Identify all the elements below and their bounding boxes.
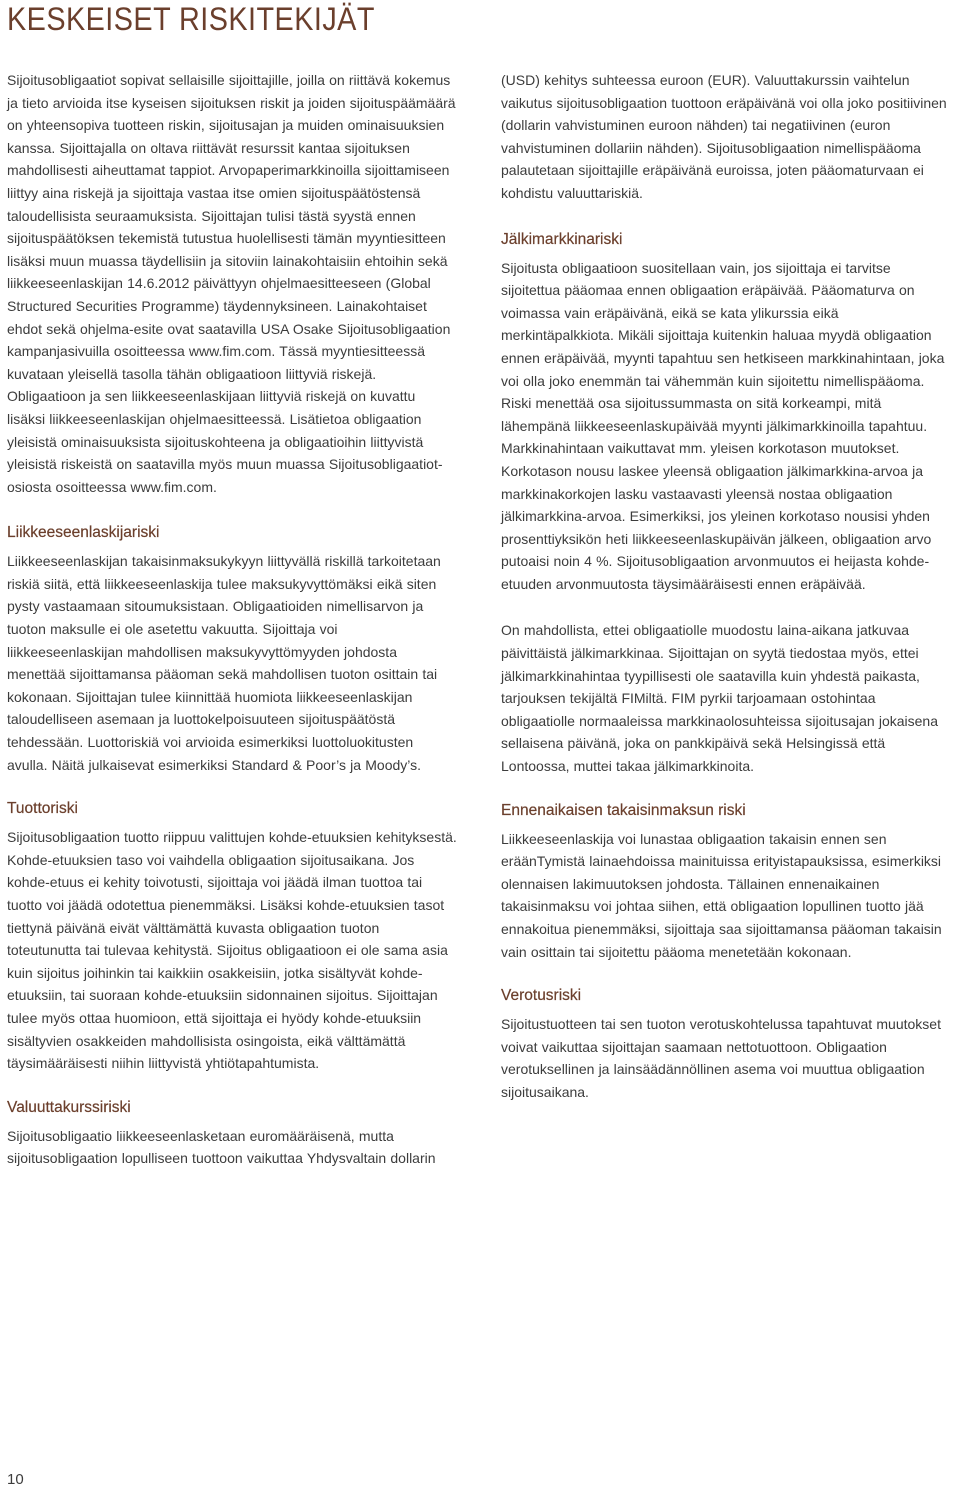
tax-risk-section bbox=[501, 985, 953, 1103]
page-number: 10 bbox=[7, 1471, 24, 1488]
secondary-market-text: Sijoitusta obligaatioon suositellaan vain, jos sijoittaja ei tarvitse sijoitettua pääomaa ennen obligaation eräpäivää. Pääomaturva on voimassa vain eräpäivänä, eikä se kata ylikurssia eikä merkintäpalkkiota. Mikäli sijoittaja kuitenkin haluaa myydä obligaation ennen eräpäivää, myynti tapahtuu sen hetkiseen markkinahintaan, joka voi olla joko enemmän tai vähemmän kuin sijoitettu nimellispääoma. Riski menettää osa sijoitussummasta on sitä korkeampi, mitä lähempänä liikkeeseenlaskupäivää myynti jälkimarkkinoilla tapahtuu. Markkinahintaan vaikuttavat mm. yleisen korkotason muutokset. Korkotason nousu laskee yleensä obligaation jälkimarkkina-arvoa ja markkinakorkojen lasku vastaavasti yleensä nostaa obligaation jälkimarkkina-arvoa. Esimerkiksi, jos yleinen korkotaso nousisi yhden prosenttiyksikön heti liikkeeseenlaskupäivän jälkeen, obligaation arvo putoaisi noin 4 %. Sijoitusobligaation arvonmuutos ei heijasta kohde-etuuden arvonmuutosta täysimääräisesti ennen eräpäivää. bbox=[501, 259, 945, 592]
early-redemption-heading: Ennenaikaisen takaisinmaksun riski bbox=[501, 801, 746, 819]
tax-risk-text: Sijoitustuotteen tai sen tuoton verotuskohtelussa tapahtuvat muutokset voivat vaikuttaa sijoittajan saamaan nettotuottoon. Obligaation verotuksellinen ja lainsäädännöllinen asema voi muuttua obligaation sijoitusaikana. bbox=[501, 1016, 941, 1100]
left-column bbox=[7, 69, 457, 1170]
issuer-risk-section bbox=[7, 522, 457, 776]
return-risk-section bbox=[7, 798, 457, 1075]
intro-paragraph: Sijoitusobligaatiot sopivat sellaisille sijoittajille, joilla on riittävä kokemus ja tieto arvioida itse kyseisen sijoituksen riskit ja joiden sijoituspäämäärä on yhteensopiva tuotteen riskin, sijoitusajan ja muiden ominaisuuksien kanssa. Sijoittajalla on oltava riittävät resurssit kantaa sijoituksen mahdollisesti aiheuttamat tappiot. Arvopaperimarkkinoilla sijoittamiseen liittyy aina riskejä ja sijoittaja vastaa itse omien sijoituspäätöstensä taloudellisista seuraamuksista. Sijoittajan tulisi tästä syystä ennen sijoituspäätöksen tekemistä tutustua huolellisesti tämän myyntiesitteen lisäksi muun muassa täydellisiin ja sitoviin lainakohtaisiin ehtoihin sekä liikkeeseenlaskijan 14.6.2012 päivättyyn ohjelmaesitteeseen (Global Structured Securities Programme) täydennyksineen. Lainakohtaiset ehdot sekä ohjelma-esite ovat saatavilla USA Osake Sijoitusobligaation kampanjasivuilla osoitteessa www.fim.com. Tässä myyntiesitteessä kuvataan yleisellä tasolla tähän obligaatioon liittyviä riskejä. Obligaatioon ja sen liikkeeseenlaskijaan liittyviä riskejä on kuvattu lisäksi liikkeeseenlaskijan ohjelmaesitteessä. Lisätietoa obligaation yleisistä ominaisuuksista sijoituskohteena ja obligaatioihin liittyvistä yleisistä riskeistä on saatavilla myös muun muassa Sijoitusobligaatiot-osiosta osoitteessa www.fim.com. bbox=[7, 72, 456, 495]
return-risk-heading: Tuottoriski bbox=[7, 800, 78, 818]
return-risk-text: Sijoitusobligaation tuotto riippuu valittujen kohde-etuuksien kehityksestä. Kohde-etuuksien taso voi vaihdella obligaation sijoitusaikana. Jos kohde-etuus ei kehity toivotusti, sijoittaja voi jäädä ilman tuottoa tai tuotto voi jäädä odotettua pienemmäksi. Lisäksi kohde-etuuksien tasot tiettynä päivänä eivät välttämättä kuvasta obligaation tuoton toteutunutta tai tulevaa kehitystä. Sijoitus obligaatioon ei ole sama asia kuin sijoitus joihinkin tai kaikkiin osakkeisiin, jotka sisältyvät kohde-etuuksiin, tai suoraan kohde-etuuksiin sidonnainen sijoitus. Sijoittajan tulee myös ottaa huomioon, että sijoittaja ei hyödy kohde-etuuksiin sisältyvien osakkeiden mahdollisista osingoista, eikä välttämättä täysimääräisesti niihin liittyvistä yhtiötapahtumista. bbox=[7, 829, 457, 1072]
secondary-market-text-2: On mahdollista, ettei obligaatiolle muodostu laina-aikana jatkuvaa päivittäistä jälkimarkkinaa. Sijoittajan on syytä tiedostaa myös, ettei jälkimarkkinahintaa tyypillisesti ole saatavilla kuin yhdestä paikasta, tarjouksen tekijältä FIMiltä. FIM pyrkii tarjoamaan ostohintaa obligaatiolle normaaleissa markkinaolosuhteissa sijoitusajan jokaisena sellaisena päivänä, joka on pankkipäivä sekä Helsingissä että Lontoossa, muttei takaa jälkimarkkinoita. bbox=[501, 622, 938, 775]
early-redemption-section bbox=[501, 800, 953, 964]
currency-risk-section bbox=[7, 1097, 457, 1170]
issuer-risk-heading: Liikkeeseenlaskijariski bbox=[7, 524, 160, 542]
secondary-market-section bbox=[501, 229, 953, 778]
right-column bbox=[501, 69, 953, 1104]
secondary-market-heading: Jälkimarkkinariski bbox=[501, 230, 623, 248]
page-title: KESKEISET RISKITEKIJÄT bbox=[7, 1, 375, 37]
currency-risk-text: Sijoitusobligaatio liikkeeseenlasketaan euromääräisenä, mutta sijoitusobligaation lopulliseen tuottoon vaikuttaa Yhdysvaltain dollarin bbox=[7, 1127, 436, 1167]
currency-risk-continued: (USD) kehitys suhteessa euroon (EUR). Valuuttakurssin vaihtelun vaikutus sijoitusobligaation tuottoon eräpäivänä voi olla joko positiivinen (dollarin vahvistuminen euroon nähden) tai negatiivinen (euron vahvistuminen dollariin nähden). Sijoitusobligaation nimellispääoma palautetaan sijoittajille eräpäivänä euroissa, joten pääomaturvaan ei kohdistu valuuttariskiä. bbox=[501, 72, 947, 201]
currency-risk-heading: Valuuttakurssiriski bbox=[7, 1098, 131, 1116]
tax-risk-heading: Verotusriski bbox=[501, 987, 582, 1005]
early-redemption-text: Liikkeeseenlaskija voi lunastaa obligaation takaisin ennen sen eräänTymistä lainaehdoissa mainituissa erityistapauksissa, esimerkiksi olennaisen lakimuutoksen johdosta. Tällainen ennenaikainen takaisinmaksu voi johtaa siihen, että obligaation lopullinen tuotto jää ennakoitua pienemmäksi, sijoittaja saa sijoittamansa pääoman takaisin vain osittain tai sijoitettu pääoma menetetään kokonaan. bbox=[501, 830, 942, 960]
issuer-risk-text: Liikkeeseenlaskijan takaisinmaksukykyyn liittyvällä riskillä tarkoitetaan riskiä siitä, että liikkeeseenlaskija tulee maksukyvyttömäksi eikä siten pysty vastaamaan sitoumuksistaan. Obligaatioiden nimellisarvon ja tuoton maksulle ei ole asetettu vakuutta. Sijoittaja voi liikkeeseenlaskijan mahdollisen maksukyvyttömyyden johdosta menettää sijoittamansa pääoman sekä mahdollisen tuoton osittain tai kokonaan. Sijoittajan tulee kiinnittää huomiota liikkeeseenlaskijan taloudelliseen asemaan ja luottokelpoisuuteen sijoituspäätöstä tehdessään. Luottoriskiä voi arvioida esimerkiksi luottoluokitusten avulla. Näitä julkaisevat esimerkiksi Standard & Poor’s ja Moody’s. bbox=[7, 553, 441, 773]
